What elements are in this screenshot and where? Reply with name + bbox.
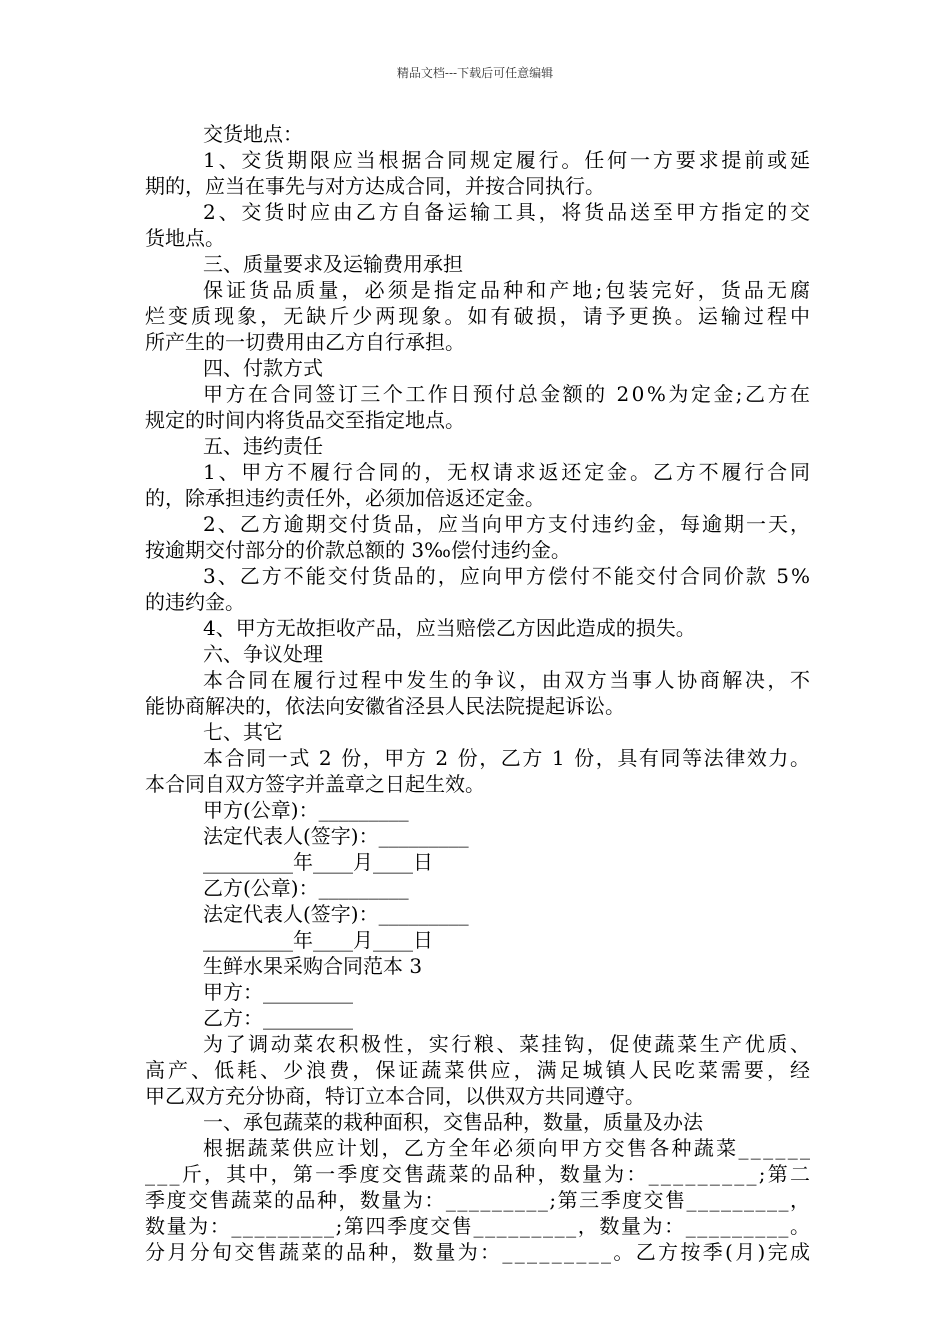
text-line: 为了调动菜农积极性，实行粮、菜挂钩，促使蔬菜生产优质、 (203, 1032, 813, 1056)
text-line: 法定代表人(签字)：_________ (203, 824, 469, 848)
text-line: 六、争议处理 (203, 642, 323, 666)
text-line: 五、违约责任 (203, 434, 323, 458)
text-line: 4、甲方无故拒收产品，应当赔偿乙方因此造成的损失。 (203, 616, 696, 640)
text-line: 高产、低耗、少浪费，保证蔬菜供应，满足城镇人民吃菜需要，经 (145, 1058, 814, 1082)
text-line: 能协商解决的，依法向安徽省泾县人民法院提起诉讼。 (145, 694, 625, 718)
text-line: 根据蔬菜供应计划，乙方全年必须向甲方交售各种蔬菜______ (203, 1136, 813, 1160)
text-line: 季度交售蔬菜的品种，数量为：_________;第三季度交售_________， (145, 1188, 812, 1212)
text-line: 法定代表人(签字)：_________ (203, 902, 469, 926)
text-line: 四、付款方式 (203, 356, 323, 380)
text-line: 货地点。 (145, 226, 225, 250)
text-line: 2、乙方逾期交付货品，应当向甲方支付违约金，每逾期一天， (203, 512, 812, 536)
text-line: 甲方：_________ (203, 980, 353, 1004)
text-line: 的，除承担违约责任外，必须加倍返还定金。 (145, 486, 545, 510)
text-line: _________年____月____日 (203, 928, 433, 952)
text-line: 按逾期交付部分的价款总额的 3‰偿付违约金。 (145, 538, 571, 562)
text-line: 1、交货期限应当根据合同规定履行。任何一方要求提前或延 (203, 148, 813, 172)
text-line: 七、其它 (203, 720, 283, 744)
text-line: 本合同自双方签字并盖章之日起生效。 (145, 772, 485, 796)
text-line: ___斤，其中，第一季度交售蔬菜的品种，数量为：_________;第二 (145, 1162, 813, 1186)
text-line: 甲方在合同签订三个工作日预付总金额的 20%为定金;乙方在 (203, 382, 813, 406)
text-line: 规定的时间内将货品交至指定地点。 (145, 408, 465, 432)
text-line: 分月分旬交售蔬菜的品种，数量为：_________。乙方按季(月)完成 (145, 1240, 813, 1264)
text-line: 烂变质现象，无缺斤少两现象。如有破损，请予更换。运输过程中 (145, 304, 814, 328)
text-line: 乙方(公章)：_________ (203, 876, 409, 900)
text-line: 的违约金。 (145, 590, 245, 614)
text-line: 甲方(公章)：_________ (203, 798, 409, 822)
text-line: 2、交货时应由乙方自备运输工具，将货品送至甲方指定的交 (203, 200, 813, 224)
text-line: 三、质量要求及运输费用承担 (203, 252, 463, 276)
text-line: 保证货品质量，必须是指定品种和产地;包装完好，货品无腐 (203, 278, 814, 302)
text-line: 一、承包蔬菜的栽种面积，交售品种，数量，质量及办法 (203, 1110, 703, 1134)
text-line: 本合同一式 2 份，甲方 2 份，乙方 1 份，具有同等法律效力。 (203, 746, 812, 770)
text-line: 本合同在履行过程中发生的争议，由双方当事人协商解决，不 (203, 668, 813, 692)
text-line: 生鲜水果采购合同范本 3 (203, 954, 423, 978)
text-line: 甲乙双方充分协商，特订立本合同，以供双方共同遵守。 (145, 1084, 645, 1108)
text-line: _________年____月____日 (203, 850, 433, 874)
text-line: 3、乙方不能交付货品的，应向甲方偿付不能交付合同价款 5% (203, 564, 813, 588)
text-line: 所产生的一切费用由乙方自行承担。 (145, 330, 465, 354)
text-line: 1、甲方不履行合同的，无权请求返还定金。乙方不履行合同 (203, 460, 813, 484)
page-header: 精品文档---下载后可任意编辑 (396, 66, 554, 80)
text-line: 乙方：_________ (203, 1006, 353, 1030)
text-line: 数量为：_________;第四季度交售_________，数量为：_________。 (145, 1214, 812, 1238)
text-line: 期的，应当在事先与对方达成合同，并按合同执行。 (145, 174, 605, 198)
document-body (145, 121, 814, 1265)
text-line: 交货地点： (203, 122, 303, 146)
